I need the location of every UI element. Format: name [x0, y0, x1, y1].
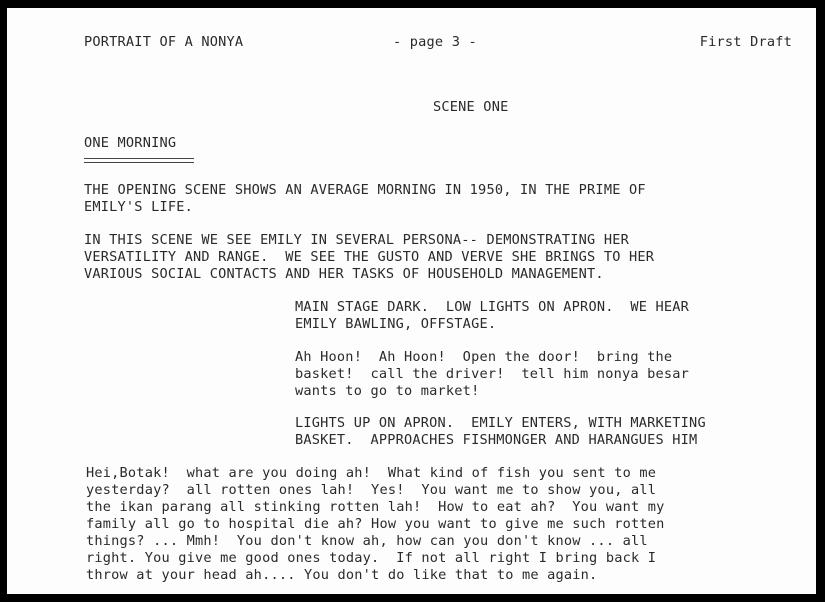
scene-description-1: [84, 182, 646, 216]
direction-line: MAIN STAGE DARK. LOW LIGHTS ON APRON. WE HEAR: [295, 299, 690, 315]
direction-line: BASKET. APPROACHES FISHMONGER AND HARANGUES HIM: [295, 432, 698, 448]
script-page: [7, 8, 816, 594]
description-line: VERSATILITY AND RANGE. WE SEE THE GUSTO AND VERVE SHE BRINGS TO HER: [84, 249, 655, 265]
page-number: - page 3 -: [393, 34, 477, 50]
speech-line: throw at your head ah.... You don't do like that to me again.: [86, 567, 598, 583]
stage-direction-2: [295, 415, 706, 449]
stage-direction-1: [295, 299, 689, 333]
speech-line: family all go to hospital die ah? How you want to give me such rotten: [86, 516, 665, 532]
offstage-dialogue: [295, 349, 689, 400]
speech-line: yesterday? all rotten ones lah! Yes! You want me to show you, all: [86, 482, 657, 498]
direction-line: LIGHTS UP ON APRON. EMILY ENTERS, WITH MARKETING: [295, 415, 706, 431]
scene-heading: SCENE ONE: [433, 99, 509, 115]
direction-line: EMILY BAWLING, OFFSTAGE.: [295, 316, 497, 332]
emily-speech: [86, 465, 665, 584]
description-line: THE OPENING SCENE SHOWS AN AVERAGE MORNING IN 1950, IN THE PRIME OF: [84, 182, 646, 198]
dialogue-line: wants to go to market!: [295, 383, 480, 399]
description-line: EMILY'S LIFE.: [84, 199, 193, 215]
script-title: PORTRAIT OF A NONYA: [84, 34, 244, 50]
speech-line: Hei,Botak! what are you doing ah! What kind of fish you sent to me: [86, 465, 657, 481]
speech-line: right. You give me good ones today. If not all right I bring back I: [86, 550, 657, 566]
slugline-double-underline: [84, 158, 194, 163]
dialogue-line: basket! call the driver! tell him nonya besar: [295, 366, 690, 382]
draft-label: First Draft: [699, 34, 792, 50]
description-line: IN THIS SCENE WE SEE EMILY IN SEVERAL PERSONA-- DEMONSTRATING HER: [84, 232, 629, 248]
dialogue-line: Ah Hoon! Ah Hoon! Open the door! bring the: [295, 349, 673, 365]
slugline: ONE MORNING: [84, 135, 177, 151]
description-line: VARIOUS SOCIAL CONTACTS AND HER TASKS OF HOUSEHOLD MANAGEMENT.: [84, 266, 604, 282]
speech-line: the ikan parang all stinking rotten lah! How to eat ah? You want my: [86, 499, 665, 515]
speech-line: things? ... Mmh! You don't know ah, how can you don't know ... all: [86, 533, 648, 549]
scene-description-2: [84, 232, 654, 283]
